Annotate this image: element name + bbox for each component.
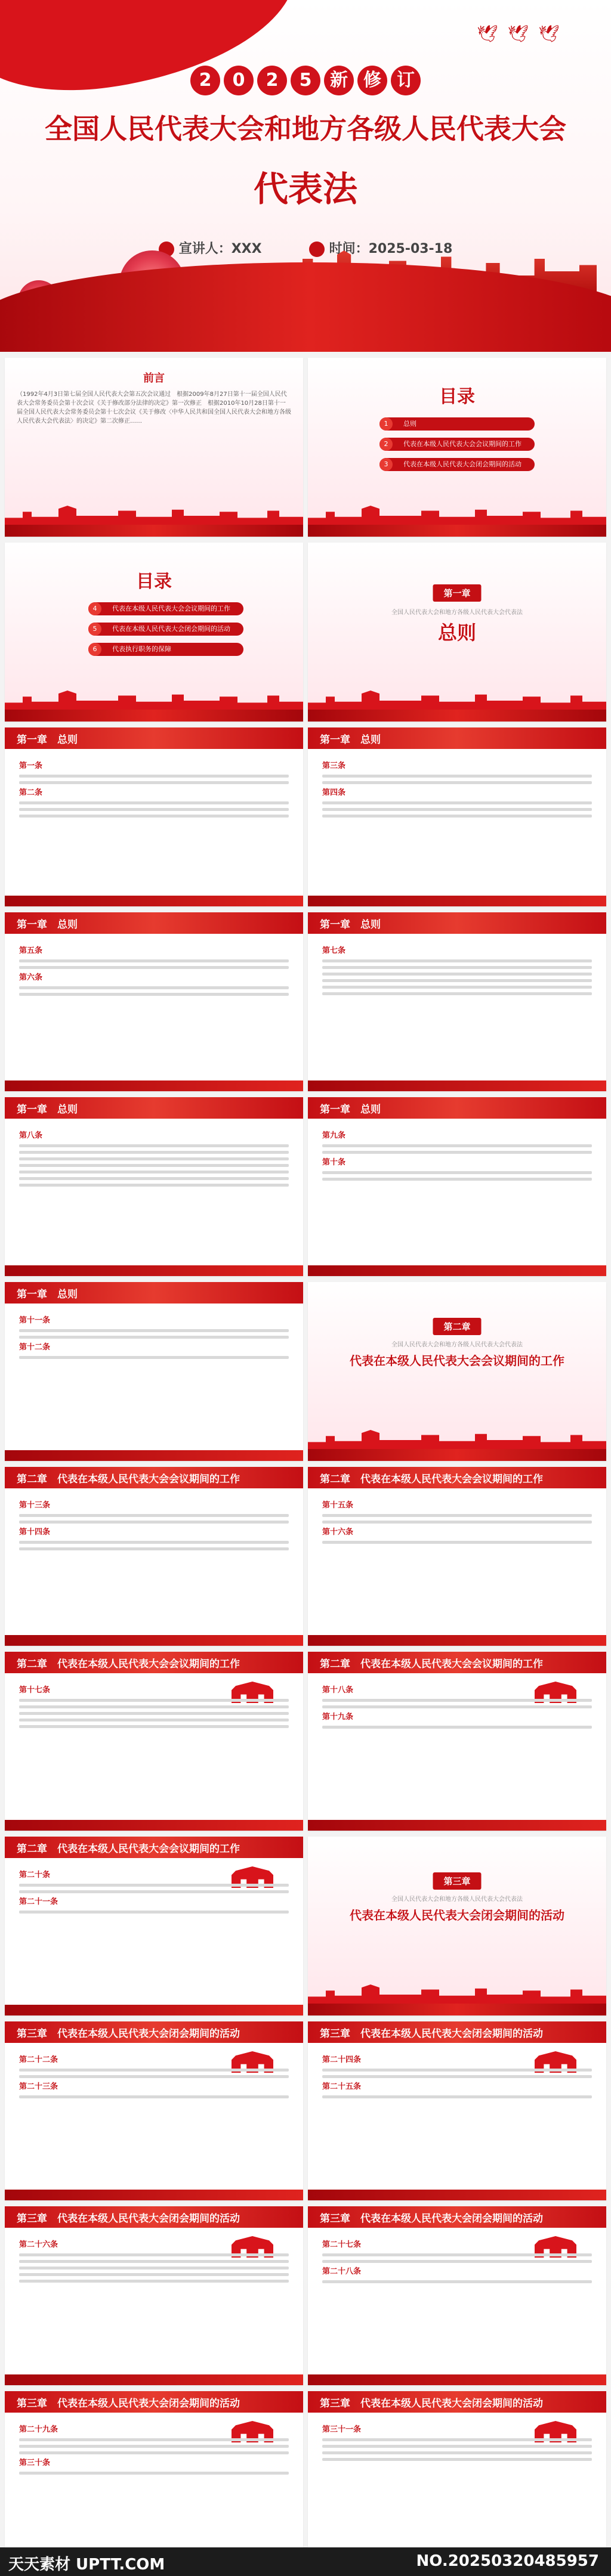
watermark-right: NO.20250320485957	[416, 2552, 599, 2570]
toc-item-label: 代表执行职务的保障	[112, 645, 171, 653]
article-heading: 第三十条	[19, 2459, 51, 2467]
slide-content	[5, 1652, 303, 1831]
watermark-bar	[0, 2547, 611, 2576]
slide-header: 第一章 总则	[17, 919, 78, 931]
slide-content	[5, 912, 303, 1091]
badge-char: 2	[190, 66, 220, 95]
toc-item-label: 代表在本级人民代表大会会议期间的工作	[403, 440, 521, 448]
toc-item-label: 总则	[403, 420, 416, 428]
slide-content	[5, 2021, 303, 2200]
slide-header: 第三章 代表在本级人民代表大会闭会期间的活动	[17, 2213, 240, 2225]
article-heading: 第八条	[19, 1131, 43, 1140]
toc-item-label: 代表在本级人民代表大会会议期间的工作	[112, 605, 230, 612]
article-heading: 第十六条	[322, 1528, 354, 1537]
toc-item-label: 代表在本级人民代表大会闭会期间的活动	[112, 625, 230, 633]
article-heading: 第十五条	[322, 1501, 354, 1510]
slide-chapter-1	[308, 543, 606, 722]
slide-content	[308, 727, 606, 906]
article-heading: 第二十四条	[322, 2055, 362, 2064]
chapter-tag: 第二章	[433, 1318, 481, 1335]
cover-slide	[0, 0, 611, 352]
cover-meta	[0, 239, 611, 257]
article-heading: 第二十二条	[19, 2055, 58, 2064]
watermark-left: 天天素材 UPTT.COM	[8, 2556, 165, 2574]
toc-item[interactable]: 4 代表在本级人民代表大会会议期间的工作	[88, 602, 243, 615]
clock-icon	[309, 242, 325, 257]
speaker-field	[159, 242, 262, 256]
toc-item[interactable]: 1 总则	[379, 417, 535, 431]
slide-toc-2	[5, 543, 303, 722]
article-heading: 第一条	[19, 761, 43, 770]
article-heading: 第十七条	[19, 1686, 51, 1695]
badge-char: 修	[357, 66, 387, 95]
slide-content	[5, 1282, 303, 1461]
slide-header: 第一章 总则	[17, 734, 78, 746]
chapter-tag: 第三章	[433, 1872, 481, 1890]
article-heading: 第二十条	[19, 1871, 51, 1880]
chapter-title: 代表在本级人民代表大会闭会期间的活动	[350, 1908, 564, 1922]
slide-content	[5, 727, 303, 906]
article-heading: 第十条	[322, 1158, 346, 1167]
slide-chapter-3	[308, 1837, 606, 2015]
slide-content	[5, 1837, 303, 2015]
slide-chapter-2	[308, 1282, 606, 1461]
article-heading: 第七条	[322, 946, 346, 955]
article-heading: 第二十一条	[19, 1897, 58, 1906]
slide-header: 第一章 总则	[320, 919, 381, 931]
slide-header: 第一章 总则	[17, 1104, 78, 1116]
article-heading: 第十二条	[19, 1343, 51, 1352]
chapter-subtitle: 全国人民代表大会和地方各级人民代表大会代表法	[391, 1342, 523, 1348]
time-field	[309, 242, 453, 256]
toc-item[interactable]: 6 代表执行职务的保障	[88, 643, 243, 656]
toc-item-label: 代表在本级人民代表大会闭会期间的活动	[403, 460, 521, 468]
slide-header: 第三章 代表在本级人民代表大会闭会期间的活动	[320, 2213, 543, 2225]
slide-header: 第二章 代表在本级人民代表大会会议期间的工作	[17, 1843, 240, 1855]
slide-preface	[5, 358, 303, 537]
slide-header: 第三章 代表在本级人民代表大会闭会期间的活动	[17, 2028, 240, 2040]
article-heading: 第三十一条	[322, 2425, 362, 2434]
chapter-tag: 第一章	[433, 584, 481, 602]
article-heading: 第二十五条	[322, 2082, 362, 2091]
slide-header: 第二章 代表在本级人民代表大会会议期间的工作	[17, 1658, 240, 1670]
slide-header: 第一章 总则	[320, 734, 381, 746]
article-heading: 第六条	[19, 973, 43, 982]
slide-content	[308, 2206, 606, 2385]
toc-item[interactable]: 2 代表在本级人民代表大会会议期间的工作	[379, 438, 535, 451]
slide-content	[308, 2021, 606, 2200]
article-heading: 第十九条	[322, 1713, 354, 1722]
article-heading: 第十三条	[19, 1501, 51, 1510]
toc-item[interactable]: 5 代表在本级人民代表大会闭会期间的活动	[88, 623, 243, 636]
toc-title: 目录	[439, 386, 475, 407]
slide-content	[308, 2391, 606, 2570]
speaker-text: 宣讲人：XXX	[178, 242, 262, 256]
article-heading: 第二十九条	[19, 2425, 58, 2434]
article-heading: 第二十六条	[19, 2240, 58, 2249]
slide-content	[308, 1097, 606, 1276]
article-heading: 第十一条	[19, 1316, 51, 1325]
slide-header: 第三章 代表在本级人民代表大会闭会期间的活动	[320, 2398, 543, 2410]
chapter-title: 总则	[437, 621, 476, 644]
slide-header: 第二章 代表在本级人民代表大会会议期间的工作	[320, 1658, 543, 1670]
slide-content	[5, 2206, 303, 2385]
chapter-subtitle: 全国人民代表大会和地方各级人民代表大会代表法	[391, 1896, 523, 1903]
article-heading: 第四条	[322, 788, 346, 797]
badge-char: 0	[224, 66, 254, 95]
chapter-subtitle: 全国人民代表大会和地方各级人民代表大会代表法	[391, 609, 523, 616]
slide-content	[5, 1097, 303, 1276]
slide-content	[5, 2391, 303, 2570]
pigeons-icon: 🕊🕊🕊	[477, 24, 569, 44]
time-text: 时间：2025-03-18	[329, 242, 453, 256]
article-heading: 第三条	[322, 761, 346, 770]
year-badges	[0, 66, 611, 95]
slide-toc	[308, 358, 606, 537]
slide-header: 第三章 代表在本级人民代表大会闭会期间的活动	[17, 2398, 240, 2410]
article-heading: 第二条	[19, 788, 43, 797]
badge-char: 2	[257, 66, 287, 95]
slide-content	[5, 1467, 303, 1646]
slide-header: 第二章 代表在本级人民代表大会会议期间的工作	[17, 1473, 240, 1485]
article-heading: 第九条	[322, 1131, 346, 1140]
badge-char: 订	[391, 66, 421, 95]
toc-title: 目录	[136, 571, 172, 592]
cover-title-line1: 全国人民代表大会和地方各级人民代表大会	[45, 113, 566, 145]
article-heading: 第二十七条	[322, 2240, 362, 2249]
red-ribbon-decoration	[0, 262, 611, 352]
cover-title-line2: 代表法	[253, 169, 357, 209]
toc-item[interactable]: 3 代表在本级人民代表大会闭会期间的活动	[379, 458, 535, 471]
article-heading: 第十四条	[19, 1528, 51, 1537]
preface-title: 前言	[143, 372, 165, 385]
slide-header: 第一章 总则	[320, 1104, 381, 1116]
article-heading: 第十八条	[322, 1686, 354, 1695]
slide-content	[308, 1652, 606, 1831]
preface-text: （1992年4月3日第七届全国人民代表大会第五次会议通过 根据2009年8月27日第十一届全国人民代表大会常务委员会第十次会议《关于修改部分法律的决定》第一次修正 根据2010年10月28日第十一届全国人民代表大会常务委员会第十七次会议《关于修改〈中华人民共和国全国人民代表大会和地方各级人民代表大会代表法〉的决定》第二次修正……	[17, 391, 291, 425]
badge-char: 新	[324, 66, 354, 95]
article-heading: 第二十八条	[322, 2267, 362, 2276]
article-heading: 第五条	[19, 946, 43, 955]
chapter-title: 代表在本级人民代表大会会议期间的工作	[350, 1354, 564, 1368]
slide-header: 第二章 代表在本级人民代表大会会议期间的工作	[320, 1473, 543, 1485]
badge-char: 5	[291, 66, 320, 95]
slide-content	[308, 1467, 606, 1646]
slide-header: 第一章 总则	[17, 1289, 78, 1301]
article-heading: 第二十三条	[19, 2082, 58, 2091]
slide-content	[308, 912, 606, 1091]
slide-header: 第三章 代表在本级人民代表大会闭会期间的活动	[320, 2028, 543, 2040]
